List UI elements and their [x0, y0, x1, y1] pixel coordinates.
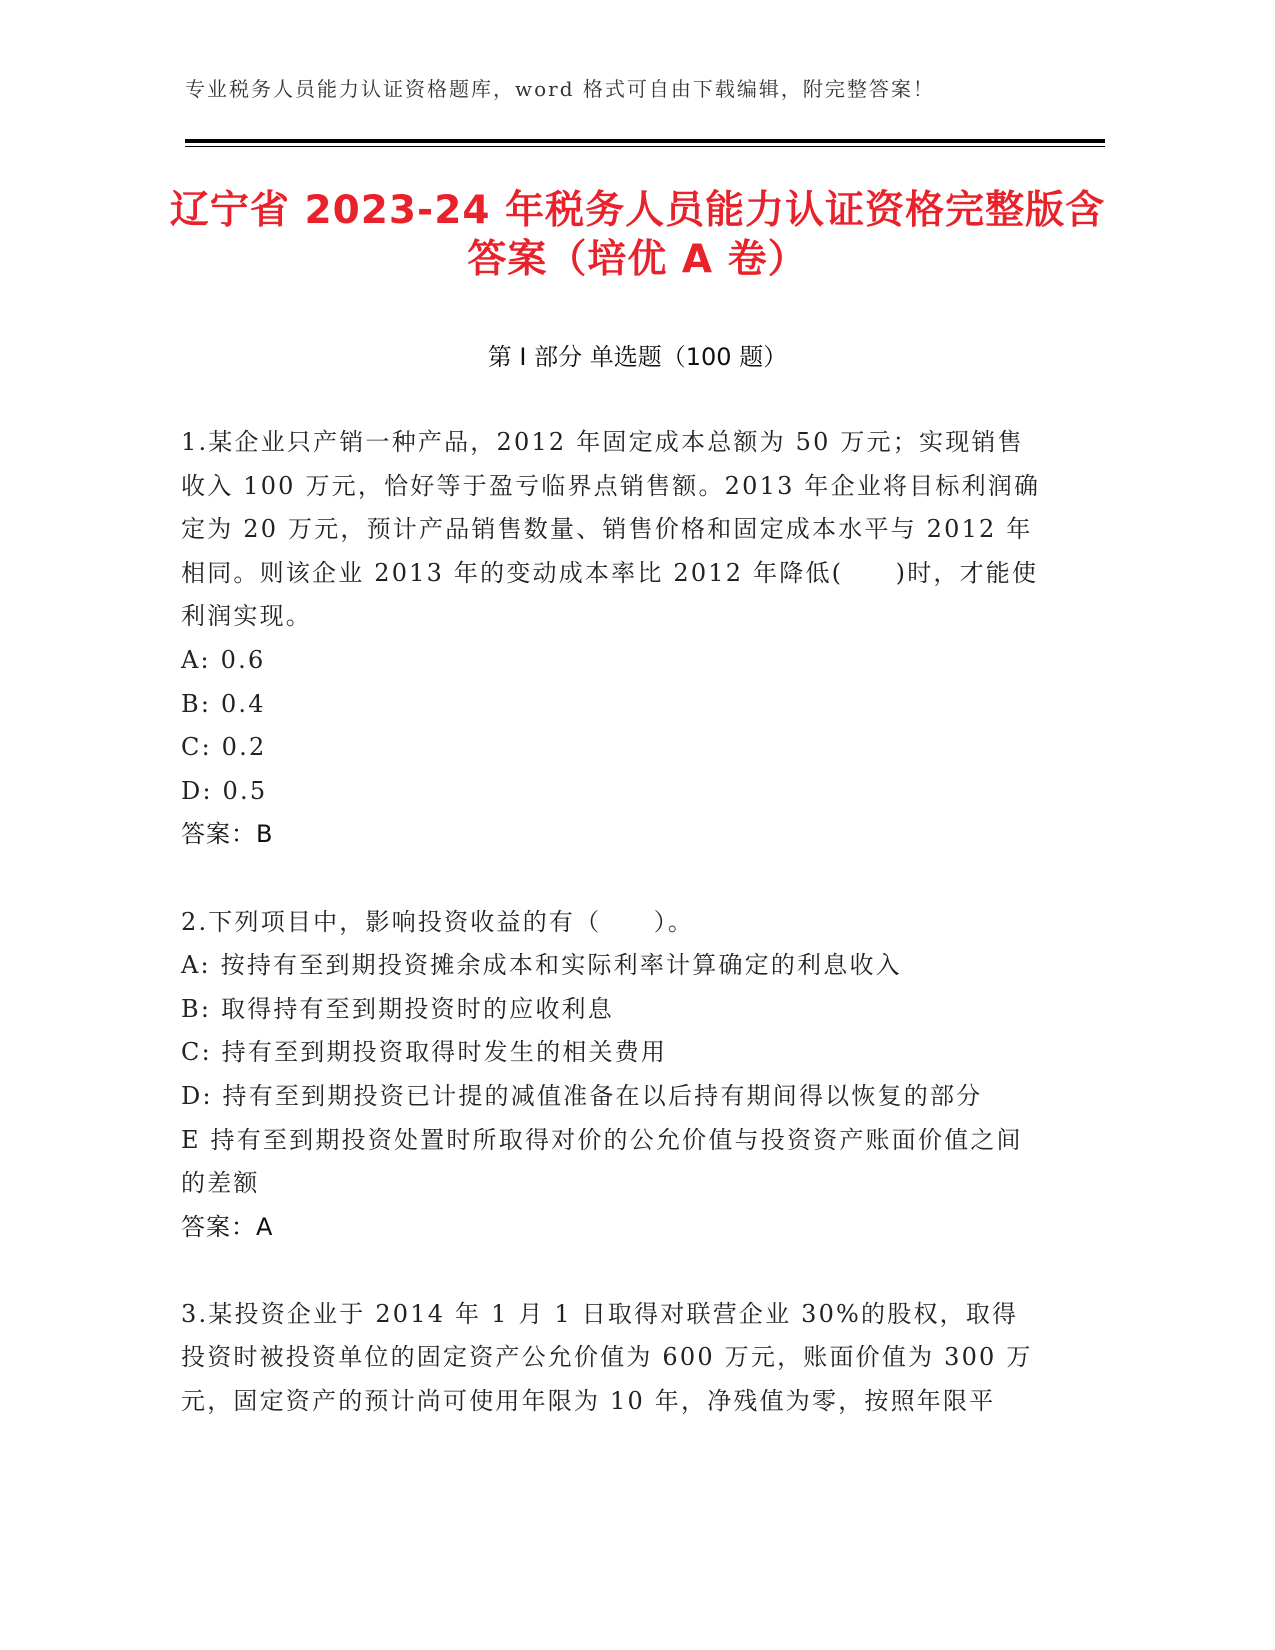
answer: 答案：A: [181, 1212, 274, 1241]
option-d: D: 持有至到期投资已计提的减值准备在以后持有期间得以恢复的部分: [181, 1081, 983, 1110]
question-text: 3.某投资企业于 2014 年 1 月 1 日取得对联营企业 30%的股权，取得投资时被投资单位的固定资产公允价值为 600 万元，账面价值为 300 万元，固定资产的预计尚可使用年限为 10 年，净残值为零，按照年限平: [181, 1299, 1033, 1416]
spacer: [181, 1249, 1041, 1293]
option-e: E 持有至到期投资处置时所取得对价的公允价值与投资资产账面价值之间的差额: [181, 1125, 1023, 1198]
document-title: 辽宁省 2023-24 年税务人员能力认证资格完整版含答案（培优 A 卷）: [169, 188, 1106, 282]
spacer: [181, 857, 1041, 901]
option-c: C: 0.2: [181, 733, 267, 762]
option-a: A: 按持有至到期投资摊余成本和实际利率计算确定的利息收入: [181, 951, 902, 980]
header-rule-thin: [185, 146, 1105, 147]
question-text: 1.某企业只产销一种产品，2012 年固定成本总额为 50 万元；实现销售收入 100 万元，恰好等于盈亏临界点销售额。2013 年企业将目标利润确定为 20 万元，预计产品销售数量、销售价格和固定成本水平与 2012 年相同。则该企业 2013 年的变动成本率比 2012 年降低( )时，才能使利润实现。: [181, 428, 1041, 631]
question-text: 2.下列项目中，影响投资收益的有（ ）。: [181, 907, 695, 936]
option-d: D: 0.5: [181, 776, 268, 805]
option-b: B: 取得持有至到期投资时的应收利息: [181, 994, 614, 1023]
option-b: B: 0.4: [181, 689, 266, 718]
option-c: C: 持有至到期投资取得时发生的相关费用: [181, 1038, 668, 1067]
question-2: [181, 901, 1041, 1250]
question-3: [181, 1293, 1041, 1424]
option-a: A: 0.6: [181, 645, 266, 674]
question-list: [181, 421, 1041, 1424]
header-rule-thick: [185, 139, 1105, 143]
section-heading: 第 I 部分 单选题（100 题）: [487, 343, 788, 371]
answer: 答案：B: [181, 820, 274, 849]
header-note: 专业税务人员能力认证资格题库，word 格式可自由下载编辑，附完整答案！: [185, 77, 935, 101]
question-1: [181, 421, 1041, 857]
